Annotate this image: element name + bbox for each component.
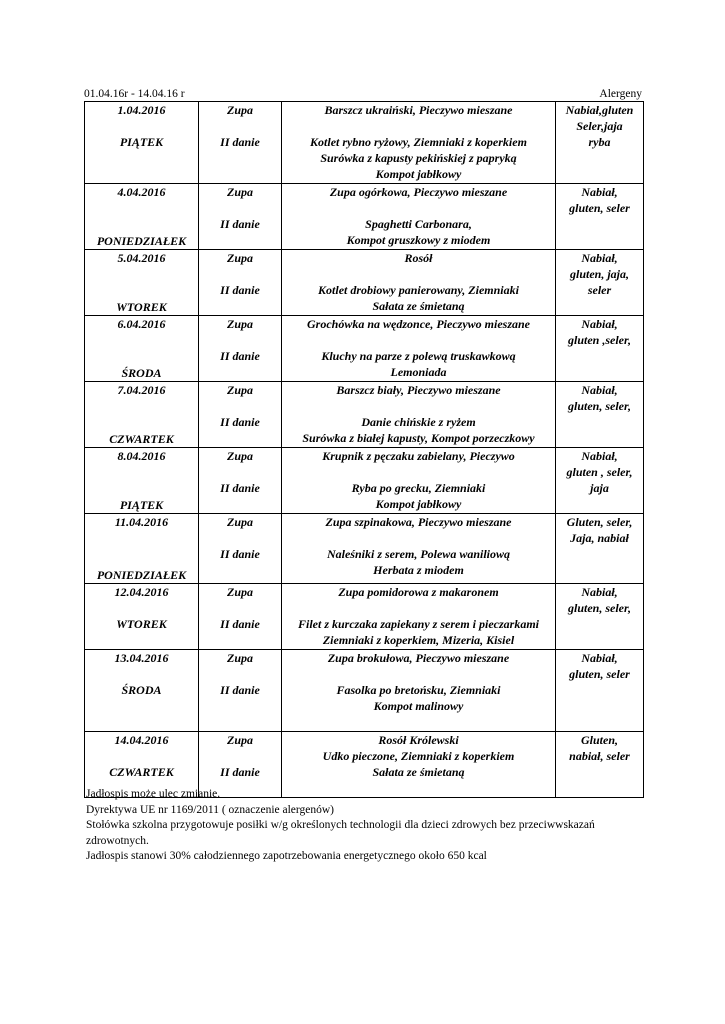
main-dish-line: Spaghetti Carbonara, (365, 217, 472, 231)
dishes-cell (282, 250, 556, 316)
course-label-cell (199, 514, 282, 584)
footer-note-canteen: Stołówka szkolna przygotowuje posiłki w/g określonych technologii dla dzieci zdrowych bez przeciwwskazań zdrowotnych. (86, 819, 595, 847)
soup-label: Zupa (226, 317, 253, 331)
dishes-cell (282, 382, 556, 448)
allergen-line: Jaja, nabiał (570, 531, 629, 545)
dishes-cell (282, 514, 556, 584)
course-label-cell (199, 650, 282, 732)
soup-dish: Rosół Królewski (378, 733, 459, 747)
allergen-line: Nabiał, (581, 251, 618, 265)
soup-dish: Zupa ogórkowa, Pieczywo mieszane (329, 185, 508, 199)
main-dish-line: Ziemniaki z koperkiem, Mizeria, Kisiel (322, 633, 515, 647)
allergens-cell (556, 584, 644, 650)
allergen-line: seler (587, 283, 612, 297)
main-dish-line: Ryba po grecku, Ziemniaki (351, 481, 486, 495)
soup-dish: Grochówka na wędzonce, Pieczywo mieszane (307, 317, 530, 331)
day-date: 13.04.2016 (114, 651, 169, 665)
day-weekday: PONIEDZIAŁEK (96, 234, 187, 248)
day-weekday: PONIEDZIAŁEK (96, 568, 187, 582)
menu-row (85, 102, 644, 184)
allergen-line: gluten, seler, (567, 399, 631, 413)
soup-label: Zupa (226, 651, 253, 665)
menu-row (85, 650, 644, 732)
allergen-line: gluten ,seler, (567, 333, 631, 347)
allergens-heading: Alergeny (599, 88, 642, 100)
allergen-line: Gluten, (580, 733, 618, 747)
menu-row (85, 250, 644, 316)
menu-row (85, 382, 644, 448)
day-date: 12.04.2016 (114, 585, 169, 599)
allergen-line: Gluten, seler, (566, 515, 633, 529)
main-dish-line: Naleśniki z serem, Polewa waniliową (326, 547, 510, 561)
allergens-cell (556, 448, 644, 514)
main-dish-line: Kluchy na parze z polewą truskawkową (321, 349, 516, 363)
day-cell (85, 102, 199, 184)
day-weekday: CZWARTEK (109, 432, 174, 446)
allergen-line: gluten, seler (569, 667, 630, 681)
allergen-line: gluten, seler, (567, 601, 631, 615)
course-label-cell (199, 250, 282, 316)
soup-dish: Krupnik z pęczaku zabielany, Pieczywo (322, 449, 515, 463)
footer-note-change: Jadłospis może ulec zmianie. (86, 788, 221, 800)
allergen-line: ryba (588, 135, 611, 149)
allergen-line: Seler,jaja (576, 119, 623, 133)
menu-row (85, 184, 644, 250)
main-dish-line: Lemoniada (390, 365, 447, 379)
soup-label: Zupa (226, 449, 253, 463)
menu-table-body (85, 102, 644, 798)
day-date: 7.04.2016 (117, 383, 166, 397)
course-label-cell (199, 584, 282, 650)
allergens-cell (556, 184, 644, 250)
main-course-label: II danie (220, 415, 260, 429)
dishes-cell (282, 184, 556, 250)
soup-label: Zupa (226, 515, 253, 529)
allergen-line: jaja (590, 481, 609, 495)
main-dish-line: Kompot gruszkowy z miodem (346, 233, 491, 247)
main-course-label: II danie (220, 135, 260, 149)
allergen-line: Nabiał, (581, 449, 618, 463)
day-cell (85, 184, 199, 250)
main-course-label: II danie (220, 547, 260, 561)
soup-dish: Barszcz ukraiński, Pieczywo mieszane (324, 103, 513, 117)
allergen-line: gluten , seler, (566, 465, 633, 479)
day-date: 4.04.2016 (117, 185, 166, 199)
main-dish-line: Kompot jabłkowy (375, 167, 462, 181)
main-dish-line: Fasolka po bretońsku, Ziemniaki (336, 683, 501, 697)
main-dish-line: Kompot jabłkowy (375, 497, 462, 511)
dishes-cell (282, 102, 556, 184)
main-dish-line: Danie chińskie z ryżem (361, 415, 476, 429)
course-label-cell (199, 184, 282, 250)
main-dish-line: Filet z kurczaka zapiekany z serem i pieczarkami (298, 617, 539, 631)
main-course-label: II danie (220, 683, 260, 697)
allergen-line: Nabiał, (581, 317, 618, 331)
dishes-cell (282, 584, 556, 650)
main-dish-line: Sałata ze śmietaną (372, 765, 465, 779)
soup-label: Zupa (226, 103, 253, 117)
dishes-cell (282, 650, 556, 732)
soup-dish: Zupa szpinakowa, Pieczywo mieszane (325, 515, 512, 529)
day-cell (85, 316, 199, 382)
date-range: 01.04.16r - 14.04.16 r (84, 88, 185, 100)
day-cell (85, 250, 199, 316)
main-course-label: II danie (220, 349, 260, 363)
day-weekday: PIĄTEK (119, 498, 164, 512)
menu-table (84, 101, 644, 798)
course-label-cell (199, 102, 282, 184)
allergens-cell (556, 514, 644, 584)
allergen-line: Nabiał, (581, 651, 618, 665)
allergen-line: gluten, seler (569, 201, 630, 215)
day-date: 1.04.2016 (117, 103, 166, 117)
footer-notes (86, 787, 646, 865)
footer-note-directive: Dyrektywa UE nr 1169/2011 ( oznaczenie alergenów) (86, 803, 335, 816)
main-dish-line: Surówka z kapusty pekińskiej z papryką (320, 151, 517, 165)
allergens-cell (556, 316, 644, 382)
day-weekday: CZWARTEK (109, 765, 174, 779)
day-cell (85, 448, 199, 514)
day-cell (85, 382, 199, 448)
menu-row (85, 316, 644, 382)
soup-label: Zupa (226, 733, 253, 747)
main-course-label: II danie (220, 283, 260, 297)
main-course-label: II danie (220, 481, 260, 495)
main-dish-line: Sałata ze śmietaną (372, 299, 465, 313)
soup-dish: Zupa pomidorowa z makaronem (338, 585, 499, 599)
soup-label: Zupa (226, 585, 253, 599)
soup-dish: Zupa brokułowa, Pieczywo mieszane (327, 651, 510, 665)
allergen-line: Nabiał,gluten (565, 103, 634, 117)
day-date: 6.04.2016 (117, 317, 166, 331)
allergen-line: nabiał, seler (569, 749, 630, 763)
allergen-line: Nabiał, (581, 585, 618, 599)
allergens-cell (556, 250, 644, 316)
day-date: 5.04.2016 (117, 251, 166, 265)
day-weekday: ŚRODA (121, 366, 162, 380)
main-dish-line: Surówka z białej kapusty, Kompot porzeczkowy (302, 431, 535, 445)
day-weekday: PIĄTEK (119, 135, 164, 149)
allergens-cell (556, 382, 644, 448)
soup-label: Zupa (226, 185, 253, 199)
allergen-line: Nabiał, (581, 185, 618, 199)
main-dish-line: Udko pieczone, Ziemniaki z koperkiem (322, 749, 515, 763)
main-dish-line: Kotlet rybno ryżowy, Ziemniaki z koperkiem (310, 135, 527, 149)
menu-row (85, 584, 644, 650)
soup-label: Zupa (226, 383, 253, 397)
dishes-cell (282, 316, 556, 382)
main-course-label: II danie (220, 617, 260, 631)
main-dish-line: Kompot malinowy (373, 699, 464, 713)
day-cell (85, 650, 199, 732)
main-course-label: II danie (220, 765, 260, 779)
dishes-cell (282, 448, 556, 514)
soup-dish: Barszcz biały, Pieczywo mieszane (336, 383, 501, 397)
day-weekday: ŚRODA (121, 683, 162, 697)
menu-row (85, 448, 644, 514)
main-dish-line: Kotlet drobiowy panierowany, Ziemniaki (318, 283, 519, 297)
day-cell (85, 514, 199, 584)
day-weekday: WTOREK (116, 300, 167, 314)
day-date: 14.04.2016 (114, 733, 169, 747)
soup-dish: Rosół (404, 251, 433, 265)
allergen-line: Nabiał, (581, 383, 618, 397)
main-dish-line: Herbata z miodem (373, 563, 464, 577)
allergen-line: gluten, jaja, (569, 267, 629, 281)
day-cell (85, 584, 199, 650)
day-date: 11.04.2016 (114, 515, 169, 529)
course-label-cell (199, 316, 282, 382)
menu-row (85, 514, 644, 584)
allergens-cell (556, 102, 644, 184)
course-label-cell (199, 448, 282, 514)
course-label-cell (199, 382, 282, 448)
allergens-cell (556, 650, 644, 732)
day-weekday: WTOREK (116, 617, 167, 631)
main-course-label: II danie (220, 217, 260, 231)
footer-note-energy: Jadłospis stanowi 30% całodziennego zapotrzebowania energetycznego około 650 kcal (86, 850, 487, 862)
menu-header (84, 87, 642, 101)
day-date: 8.04.2016 (117, 449, 166, 463)
soup-label: Zupa (226, 251, 253, 265)
